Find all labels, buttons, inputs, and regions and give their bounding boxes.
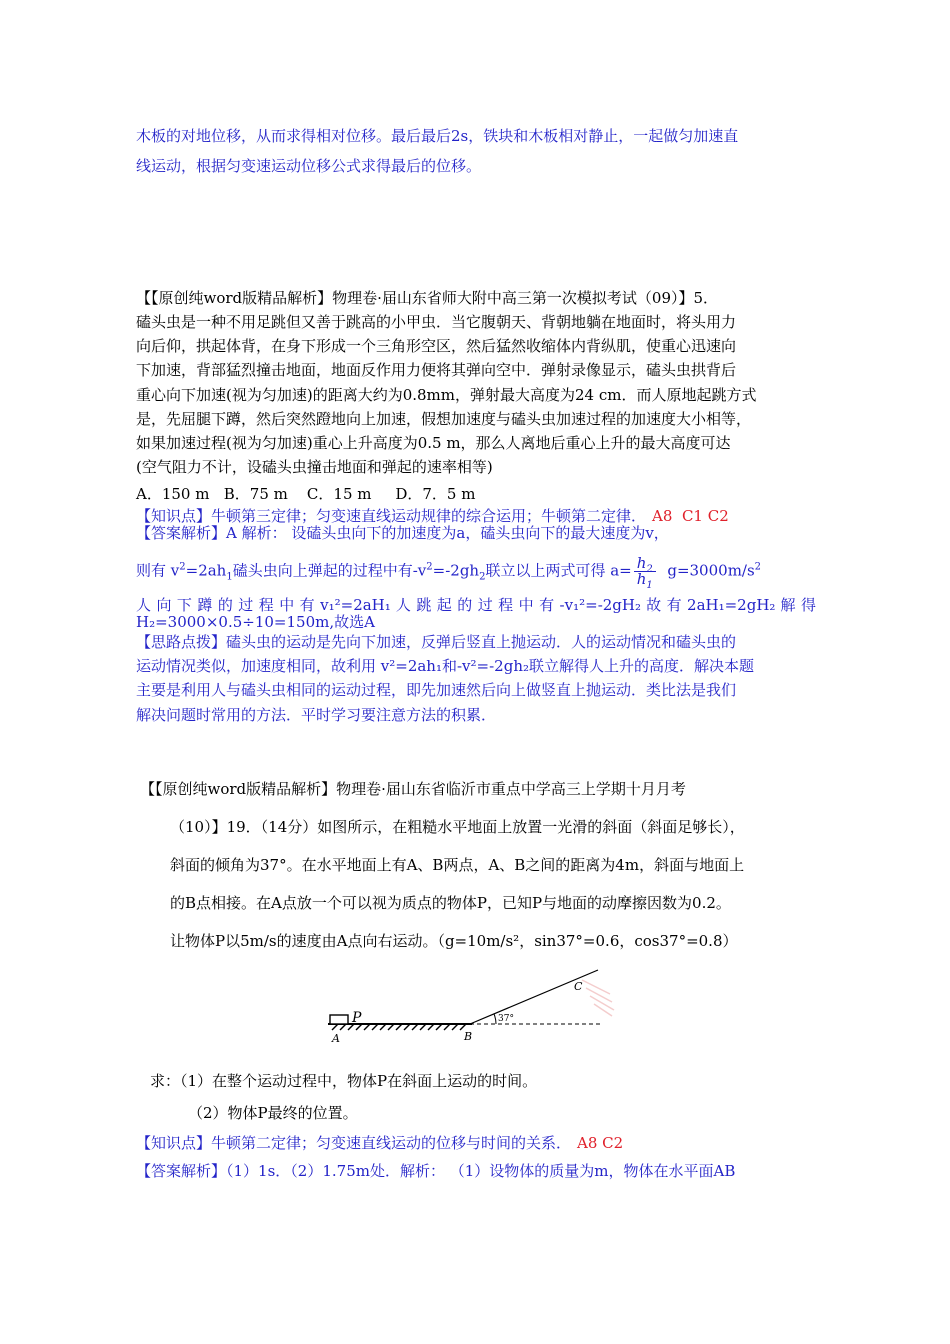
- label-a: A: [332, 1032, 340, 1045]
- eq-part: g=3000m/s: [667, 561, 755, 580]
- watermark-stamp: [582, 980, 614, 1016]
- equation-line: 则有 $v^2=2ah_1$磕头虫向上弹起的过程中有$-v^2=-2gh_2$联立以上两式可得 a= $\frac{h_2}{h_1}$ $g=3000m/s^2$: [136, 554, 762, 591]
- tip-label: 【思路点拨】: [136, 633, 227, 651]
- answer-label: 【答案解析】: [136, 524, 227, 542]
- eq-part: 联立以上两式可得 a=: [485, 561, 632, 580]
- question-header: 【【原创纯word版精品解析】物理卷·届山东省临沂市重点中学高三上学期十月月考: [140, 780, 686, 798]
- answer-label: 【答案解析】: [136, 1162, 227, 1180]
- knowledge-label: 【知识点】: [136, 507, 212, 525]
- question-text: 下加速，背部猛烈撞击地面，地面反作用力便将其弹向空中．弹射录像显示，磕头虫拱背后: [136, 361, 737, 379]
- answer-options: A．150 m B．75 m C．15 m D．7．5 m: [136, 485, 476, 503]
- label-c: C: [574, 980, 583, 993]
- frac-num: h: [636, 554, 647, 572]
- block-p: [330, 1015, 348, 1024]
- fraction: [634, 554, 656, 591]
- question-ask: 求：（1）在整个运动过程中，物体P在斜面上运动的时间。: [150, 1072, 538, 1090]
- frac-num-sub: 2: [646, 564, 653, 575]
- knowledge-codes: A8 C1 C2: [652, 507, 729, 525]
- answer-analysis: [136, 1158, 816, 1184]
- frac-den: h: [636, 570, 647, 588]
- angle-label: 37°: [498, 1014, 514, 1024]
- knowledge-text: 牛顿第二定律；匀变速直线运动的位移与时间的关系．: [211, 1134, 572, 1152]
- knowledge-text: 牛顿第三定律；匀变速直线运动规律的综合运用；牛顿第二定律．: [211, 507, 647, 525]
- equation-line: 人 向 下 蹲 的 过 程 中 有 v₁²=2aH₁ 人 跳 起 的 过 程 中 有 -v₁²=-2gH₂ 故 有 2aH₁=2gH₂ 解 得: [136, 596, 816, 614]
- question-text: 斜面的倾角为37°。在水平地面上有A、B两点，A、B之间的距离为4m，斜面与地面上: [170, 856, 745, 874]
- question-text: 重心向下加速(视为匀加速)的距离大约为0.8mm，弹射最大高度为24 cm．而人原地起跳方式: [136, 386, 757, 404]
- tip-line: [136, 630, 816, 655]
- eq-part: =-2gh: [432, 561, 480, 580]
- incline-line: [470, 970, 598, 1024]
- knowledge-codes: A8 C2: [577, 1134, 624, 1152]
- question-ask: （2）物体P最终的位置。: [188, 1104, 358, 1122]
- question-text: 磕头虫是一种不用足跳但又善于跳高的小甲虫．当它腹朝天、背朝地躺在地面时，将头用力: [136, 313, 737, 331]
- question-text: (空气阻力不计，设磕头虫撞击地面和弹起的速率相等): [136, 458, 493, 476]
- question-text: （10）】19．（14分）如图所示，在粗糙水平地面上放置一光滑的斜面（斜面足够长），: [170, 818, 745, 836]
- label-b: B: [464, 1030, 473, 1043]
- answer-analysis: [136, 521, 816, 546]
- tip-text: 磕头虫的运动是先向下加速，反弹后竖直上抛运动．人的运动情况和磕头虫的: [226, 633, 737, 651]
- angle-arc: [494, 1014, 496, 1024]
- tip-line: 主要是利用人与磕头虫相同的运动过程，即先加速然后向上做竖直上抛运动．类比法是我们: [136, 681, 737, 699]
- eq-part: =2ah: [185, 561, 227, 580]
- question-text: 如果加速过程(视为匀加速)重心上升高度为0.5 m，那么人离地后重心上升的最大高度可达: [136, 434, 731, 452]
- tip-line: 运动情况类似，加速度相同，故利用 v²=2ah₁和-v²=-2gh₂联立解得人上升的高度．解决本题: [136, 657, 754, 675]
- answer-text: （1）1s．（2）1.75m处．解析： （1）设物体的质量为m，物体在水平面AB: [226, 1162, 736, 1180]
- question-text: 的B点相接。在A点放一个可以视为质点的物体P，已知P与地面的动摩擦因数为0.2。: [170, 894, 731, 912]
- answer-text: A 解析： 设磕头虫向下的加速度为a，磕头虫向下的最大速度为v，: [226, 524, 669, 542]
- knowledge-point: [136, 1130, 816, 1156]
- text-line: 线运动，根据匀变速运动位移公式求得最后的位移。: [136, 157, 482, 175]
- question-text: 向后仰，拱起体背，在身下形成一个三角形空区，然后猛然收缩体内背纵肌，使重心迅速向: [136, 337, 737, 355]
- equation-line: H₂=3000×0.5÷10=150m,故选A: [136, 613, 375, 631]
- incline-diagram: [320, 960, 620, 1050]
- eq-part: 磕头虫向上弹起的过程中有-v: [232, 561, 427, 580]
- label-p: P: [352, 1010, 362, 1026]
- text-line: 木板的对地位移，从而求得相对位移。最后最后2s，铁块和木板相对静止，一起做匀加速直: [136, 127, 739, 145]
- eq-part: 则有 v: [136, 561, 180, 580]
- knowledge-label: 【知识点】: [136, 1134, 212, 1152]
- tip-line: 解决问题时常用的方法．平时学习要注意方法的积累．: [136, 706, 497, 724]
- frac-den-sub: 1: [646, 580, 653, 591]
- question-header: 【【原创纯word版精品解析】物理卷·届山东省师大附中高三第一次模拟考试（09）】5．: [136, 289, 719, 307]
- question-text: 是，先屈腿下蹲，然后突然蹬地向上加速，假想加速度与磕头虫加速过程的加速度大小相等，: [136, 410, 752, 428]
- question-text: 让物体P以5m/s的速度由A点向右运动。（g=10m/s²，sin37°=0.6，cos37°=0.8）: [170, 932, 738, 950]
